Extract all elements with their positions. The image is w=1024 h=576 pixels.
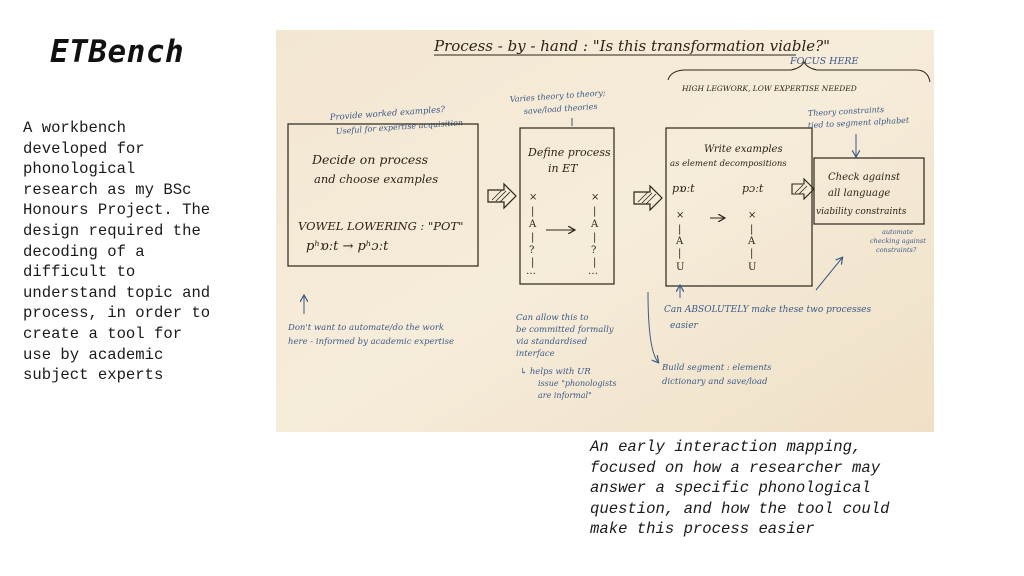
box1-note-top-1: Provide worked examples? [329,104,446,123]
box3-note-bottom-4: dictionary and save/load [662,377,768,387]
box4-note-bottom-1: automate [882,228,914,236]
box4-note-bottom-2: checking against [870,237,926,245]
box2-note-top-1: Varies theory to theory; [509,88,606,104]
box4-note-top-1: Theory constraints [807,105,885,118]
box2-note-bottom-1: Can allow this to [516,313,589,323]
sketch-caption: An early interaction mapping, focused on how a researcher may answer a specific phonological question, and how the tool could make this process easier [590,438,890,539]
svg-text:A: A [591,219,599,230]
svg-text:…: … [588,266,598,277]
box1-line1: Decide on process [312,152,429,167]
svg-text:|: | [531,257,535,268]
box4-line2: all language [828,188,891,199]
svg-text:|: | [593,257,597,268]
box2-note-bottom-6: issue "phonologists [538,379,617,388]
box3-seg-right: pɔːt [742,182,764,195]
sketch-heading: Process - by - hand : "Is this transformation viable?" [434,37,831,55]
box1-line3: VOWEL LOWERING : "POT" [298,219,464,233]
box4-note-bottom-3: constraints? [876,246,917,254]
box2-line2: in ET [548,162,578,175]
box3-line2: as element decompositions [670,159,787,169]
box2-note-top-2: save/load theories [523,101,598,116]
svg-text:U: U [676,262,685,273]
svg-text:|: | [678,224,682,235]
svg-text:|: | [531,206,535,217]
svg-text:|: | [531,232,535,243]
svg-text:U: U [748,262,757,273]
box3-line1: Write examples [704,144,783,155]
box1-line2: and choose examples [314,172,439,186]
box2-note-bottom-7: are informal" [538,391,592,400]
focus-sublabel: HIGH LEGWORK, LOW EXPERTISE NEEDED [682,84,857,93]
box4-note-top-2: tied to segment alphabet [807,115,910,130]
svg-text:A: A [529,219,537,230]
box1-note-bottom-2: here - informed by academic expertise [288,337,455,347]
svg-text:?: ? [591,245,597,256]
box2-note-bottom-3: via standardised [516,337,588,347]
slide-title: ETBench [50,34,185,70]
box1-line4: pʰɒːt → pʰɔːt [306,239,389,254]
sketch-photo [276,30,934,432]
svg-text:|: | [750,224,754,235]
svg-text:|: | [593,232,597,243]
svg-text:…: … [526,266,536,277]
box4-line1: Check against [828,172,900,183]
svg-text:×: × [529,192,538,203]
box2-note-bottom-2: be committed formally [516,325,614,335]
focus-label: FOCUS HERE [790,56,859,67]
svg-text:A: A [676,236,684,247]
box3-seg-left: pɒːt [672,182,695,195]
box3-note-bottom-2: easier [670,321,698,331]
box3-note-bottom-3: Build segment : elements [662,363,772,373]
box2-note-bottom-5: ↳ helps with UR [520,367,591,377]
svg-text:×: × [591,192,600,203]
svg-text:|: | [593,206,597,217]
svg-text:×: × [748,210,757,221]
box3-note-bottom-1: Can ABSOLUTELY make these two processes [664,305,872,315]
svg-text:?: ? [529,245,535,256]
svg-text:×: × [676,210,685,221]
svg-text:|: | [750,248,754,259]
box4-line3: viability constraints [816,207,907,217]
box1-note-bottom-1: Don't want to automate/do the work [288,323,445,333]
box2-line1: Define process [528,146,611,159]
project-description: A workbench developed for phonological research as my BSc Honours Project. The design required the decoding of a difficult to understand topic and process, in order to create a tool for use by academic subject experts [23,119,211,385]
box2-note-bottom-4: interface [516,349,555,359]
svg-text:A: A [748,236,756,247]
box1-note-top-2: Useful for expertise acquisition [335,118,464,136]
svg-text:|: | [678,248,682,259]
